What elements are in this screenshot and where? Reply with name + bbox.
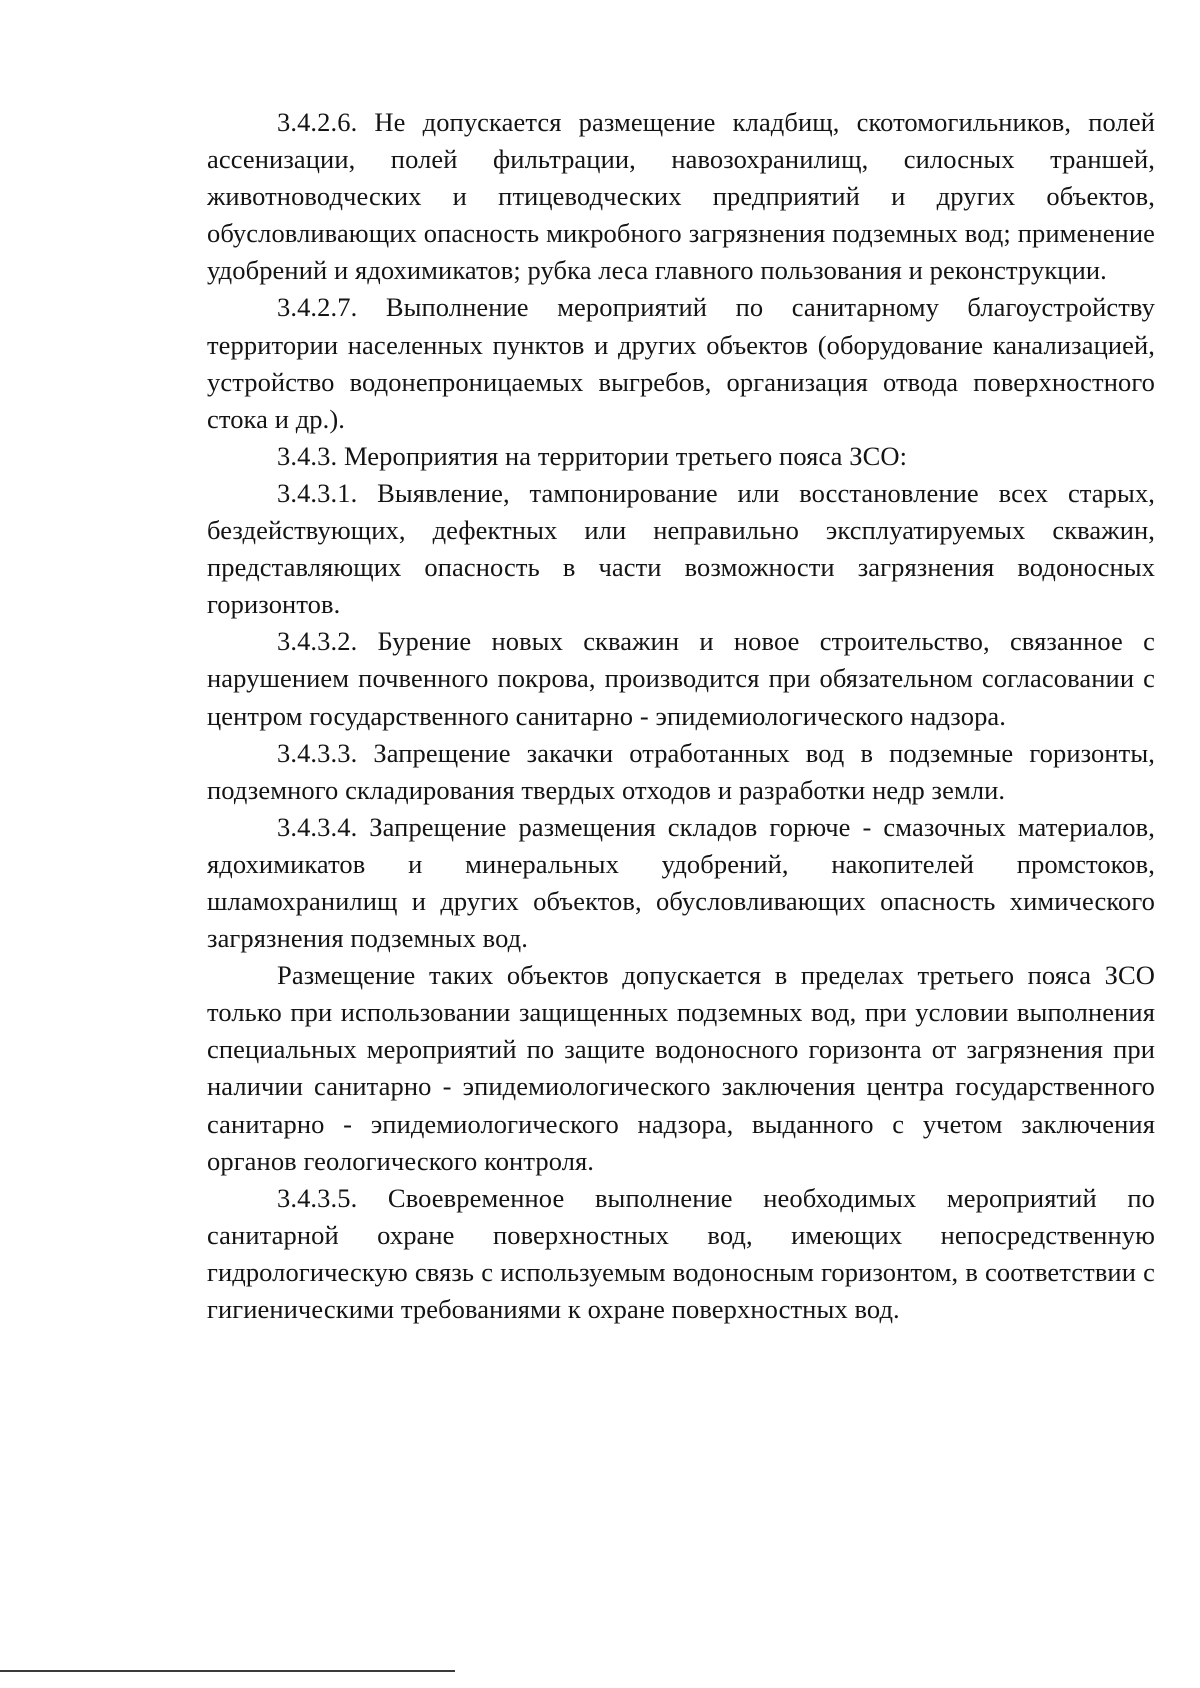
paragraph-3-4-2-6: 3.4.2.6. Не допускается размещение кладбищ, скотомогильников, полей ассенизации, полей фильтрации, навозохранилищ, силосных траншей, животноводческих и птицеводческих предприятий и других объектов, обусловливающих опасность микробного загрязнения подземных вод; применение удобрений и ядохимикатов; рубка леса главного пользования и реконструкции. <box>207 107 1155 286</box>
paragraph-3-4-3: 3.4.3. Мероприятия на территории третьего пояса ЗСО: <box>277 440 908 471</box>
paragraph-3-4-3-3: 3.4.3.3. Запрещение закачки отработанных вод в подземные горизонты, подземного складирования твердых отходов и разработки недр земли. <box>207 737 1155 805</box>
paragraph-3-4-3-5: 3.4.3.5. Своевременное выполнение необходимых мероприятий по санитарной охране поверхностных вод, имеющих непосредственную гидрологическую связь с используемым водоносным горизонтом, в соответствии с гигиеническими требованиями к охране поверхностных вод. <box>207 1182 1155 1324</box>
paragraph-placement-conditions: Размещение таких объектов допускается в пределах третьего пояса ЗСО только при использовании защищенных подземных вод, при условии выполнения специальных мероприятий по защите водоносного горизонта от загрязнения при наличии санитарно - эпидемиологического заключения центра государственного санитарно - эпидемиологического надзора, выданного с учетом заключения органов геологического контроля. <box>207 960 1155 1176</box>
paragraph-3-4-3-2: 3.4.3.2. Бурение новых скважин и новое строительство, связанное с нарушением почвенного покрова, производится при обязательном согласовании с центром государственного санитарно - эпидемиологического надзора. <box>207 626 1155 731</box>
document-body <box>207 104 1155 1328</box>
bottom-rule-line <box>0 1670 455 1672</box>
paragraph-3-4-3-4: 3.4.3.4. Запрещение размещения складов горюче - смазочных материалов, ядохимикатов и минеральных удобрений, накопителей промстоков, шламохранилищ и других объектов, обусловливающих опасность химического загрязнения подземных вод. <box>207 811 1155 954</box>
paragraph-3-4-2-7: 3.4.2.7. Выполнение мероприятий по санитарному благоустройству территории населенных пунктов и других объектов (оборудование канализацией, устройство водонепроницаемых выгребов, организация отвода поверхностного стока и др.). <box>207 292 1155 434</box>
paragraph-3-4-3-1: 3.4.3.1. Выявление, тампонирование или восстановление всех старых, бездействующих, дефектных или неправильно эксплуатируемых скважин, представляющих опасность в части возможности загрязнения водоносных горизонтов. <box>207 477 1155 620</box>
